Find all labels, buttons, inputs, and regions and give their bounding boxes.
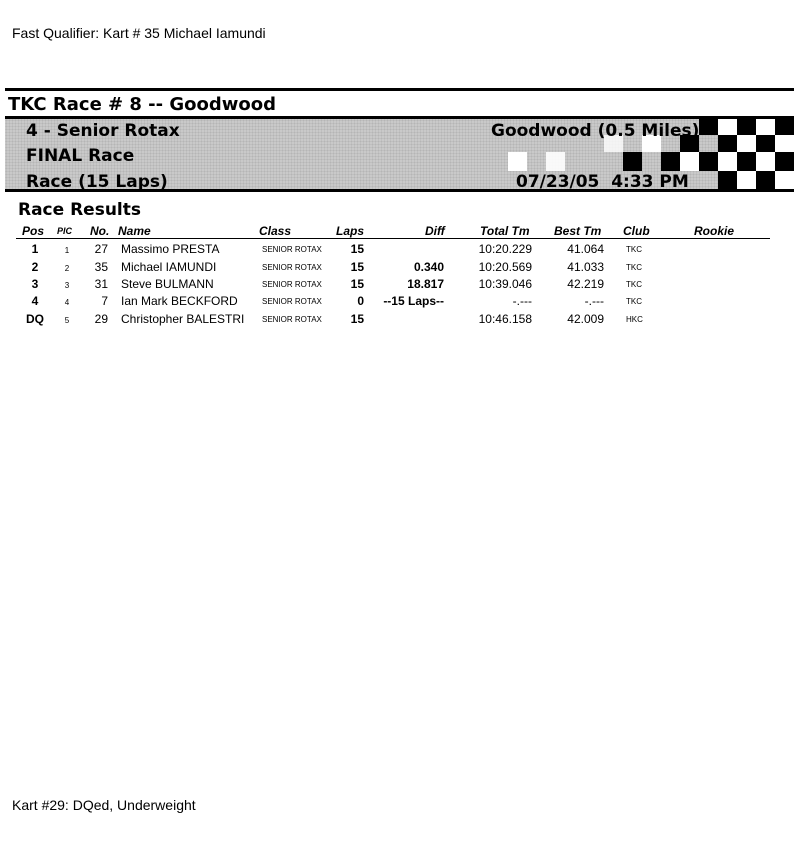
row-class: SENIOR ROTAX [262,280,322,289]
col-header-name: Name [118,224,151,238]
footer-note: Kart #29: DQed, Underweight [12,797,196,813]
col-header-class: Class [259,224,292,238]
section-title: Race Results [18,200,142,220]
header-rule [16,238,770,239]
row-driver-name: Steve BULMANN [121,277,214,291]
col-header-best: Best Tm [554,224,602,238]
row-kart-number: 29 [94,312,108,326]
row-kart-number: 27 [94,242,108,256]
row-laps: 15 [350,277,364,291]
row-total-time: 10:46.158 [478,312,532,326]
row-total-time: 10:20.229 [478,242,532,256]
row-pos: 4 [31,294,39,308]
col-header-no: No. [90,224,110,238]
row-kart-number: 31 [94,277,108,291]
row-class: SENIOR ROTAX [262,245,322,254]
row-class: SENIOR ROTAX [262,263,322,272]
banner-session-type: FINAL Race [26,146,135,166]
fast-qualifier-note: Fast Qualifier: Kart # 35 Michael Iamundi [12,25,266,41]
row-best-time: -.--- [584,294,604,308]
banner-track: Goodwood (0.5 Miles) [491,121,700,141]
row-laps: 15 [350,312,364,326]
row-pos: DQ [26,312,44,326]
row-total-time: -.--- [512,294,532,308]
row-driver-name: Michael IAMUNDI [121,260,217,274]
row-laps: 15 [350,260,364,274]
col-header-total: Total Tm [480,224,530,238]
col-header-diff: Diff [425,224,445,238]
row-driver-name: Ian Mark BECKFORD [121,294,238,308]
row-pos: 2 [31,260,39,274]
row-kart-number: 7 [101,294,108,308]
banner-date-time: 07/23/05 4:33 PM [516,172,689,192]
row-pic: 3 [64,281,70,290]
banner-class-line: 4 - Senior Rotax [26,121,180,141]
row-best-time: 42.219 [567,277,604,291]
row-club: TKC [626,245,642,254]
col-header-pos: Pos [22,224,45,238]
row-diff: --15 Laps-- [383,294,444,308]
row-total-time: 10:20.569 [478,260,532,274]
row-pic: 5 [64,316,70,325]
row-best-time: 41.033 [567,260,604,274]
race-title: TKC Race # 8 -- Goodwood [8,94,277,115]
title-rule [5,88,794,91]
row-diff: 0.340 [413,260,444,274]
row-club: TKC [626,263,642,272]
row-total-time: 10:39.046 [478,277,532,291]
row-club: HKC [626,315,643,324]
row-pic: 2 [64,264,70,273]
row-club: TKC [626,280,642,289]
row-pic: 1 [64,246,70,255]
row-driver-name: Massimo PRESTA [121,242,220,256]
row-best-time: 41.064 [567,242,604,256]
row-diff: 18.817 [407,277,444,291]
col-header-laps: Laps [336,224,365,238]
row-laps: 15 [350,242,364,256]
col-header-rookie: Rookie [694,224,735,238]
row-club: TKC [626,297,642,306]
col-header-club: Club [623,224,650,238]
row-class: SENIOR ROTAX [262,297,322,306]
row-pic: 4 [64,298,70,307]
row-pos: 3 [31,277,39,291]
row-laps: 0 [357,294,364,308]
row-kart-number: 35 [94,260,108,274]
row-driver-name: Christopher BALESTRI [121,312,245,326]
banner-race-format: Race (15 Laps) [26,172,168,192]
col-header-pic: PIC [57,226,73,236]
row-pos: 1 [31,242,39,256]
row-best-time: 42.009 [567,312,604,326]
row-class: SENIOR ROTAX [262,315,322,324]
